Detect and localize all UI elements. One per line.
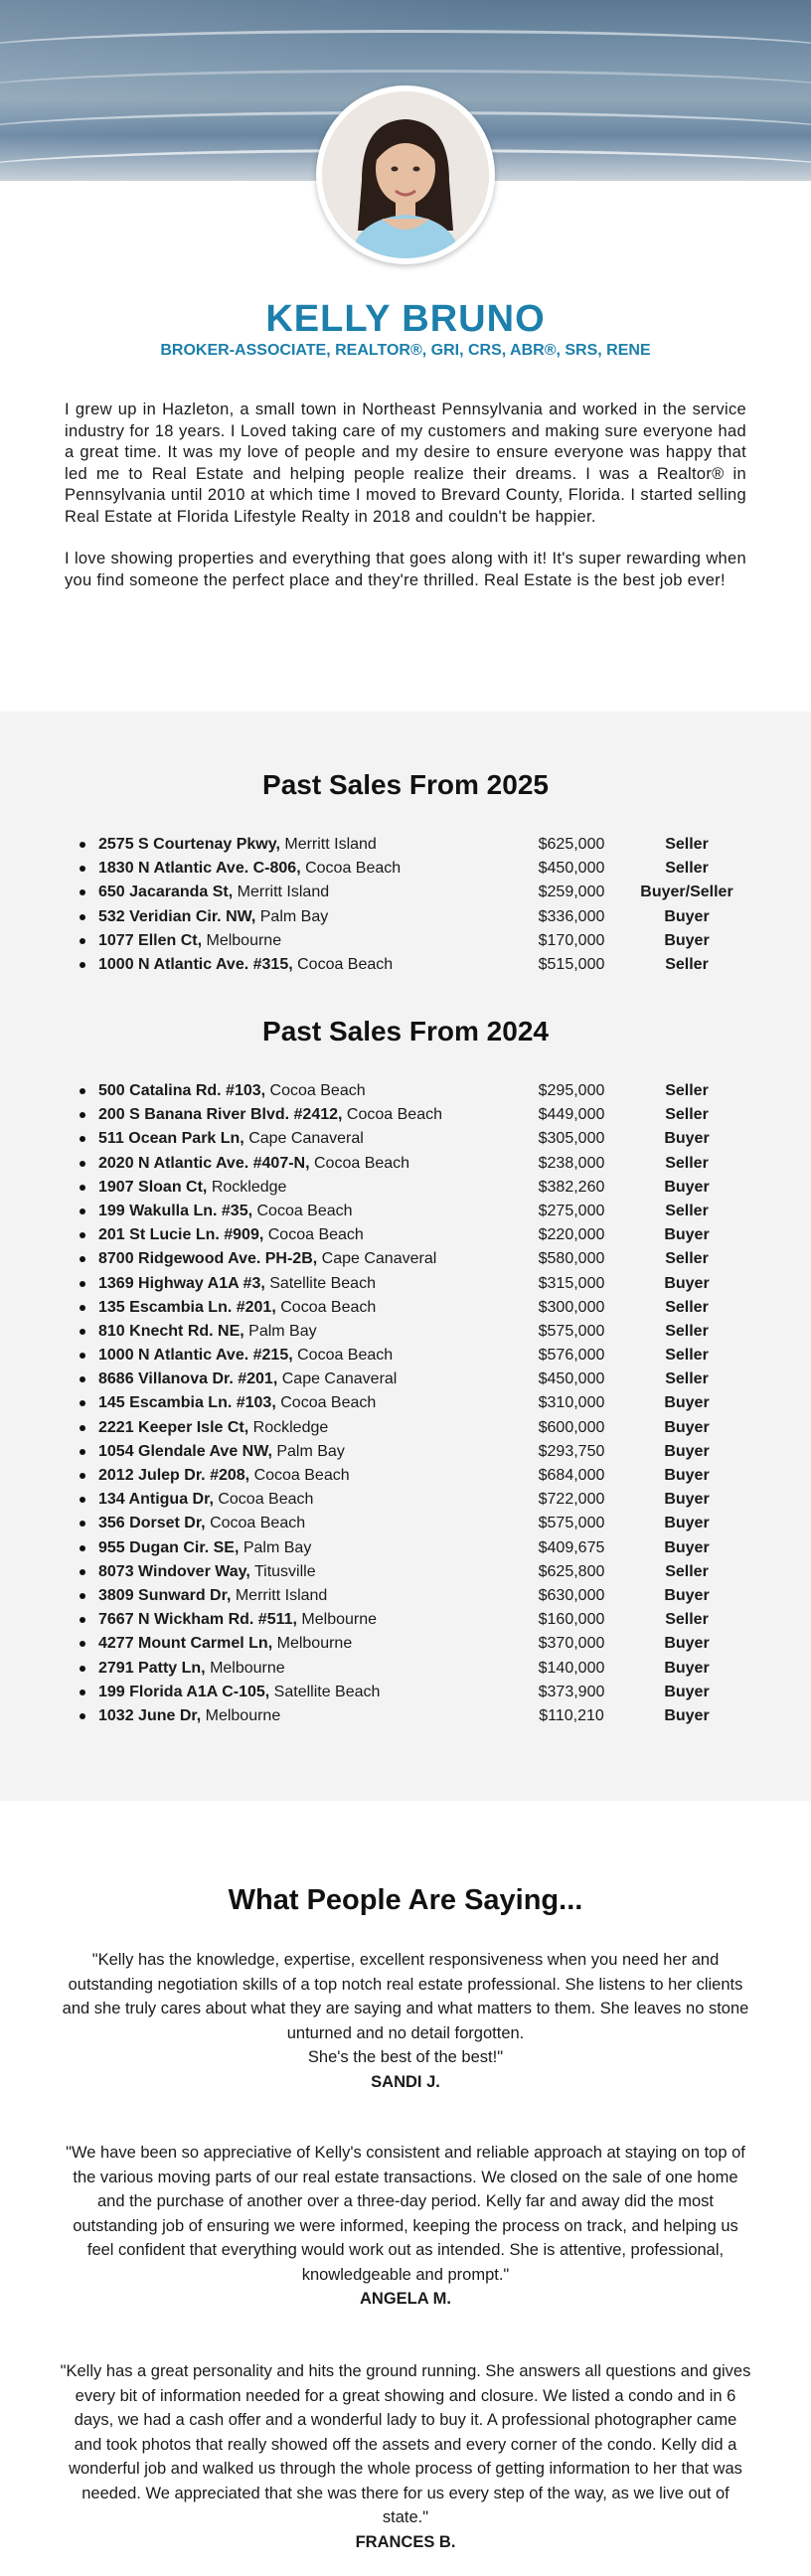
sale-address <box>98 1272 376 1296</box>
sale-item <box>0 1440 811 1464</box>
testimonial-quote: "Kelly has a great personality and hits the ground running. She answers all questions and gives every bit of information needed for a great showing and closure. We listed a condo and in 6 days, we had a cash offer and a wonderful lady to buy it. A professional photographer came and took photos that really showed off the assets and every corner of the condo. Kelly did a wonderful job and walked us through the whole process of getting information to her that was needed. We appreciated that she was there for us every step of the way, as we live out of state." <box>60 2362 751 2526</box>
sale-side: Buyer <box>664 1442 710 1460</box>
sale-city: Rockledge <box>211 1178 287 1196</box>
sale-street: 4277 Mount Carmel Ln, <box>98 1635 273 1653</box>
sale-price: $220,000 <box>538 1226 605 1244</box>
sale-street: 2221 Keeper Isle Ct, <box>98 1418 249 1436</box>
sale-address <box>98 1247 436 1271</box>
sale-item <box>0 1488 811 1512</box>
sale-address <box>98 857 401 881</box>
bullet-icon <box>80 1521 85 1527</box>
sale-city: Cocoa Beach <box>267 1226 364 1244</box>
bullet-icon <box>80 1281 85 1287</box>
bullet-icon <box>80 1112 85 1118</box>
sale-item <box>0 1152 811 1176</box>
sale-city: Cocoa Beach <box>305 860 402 878</box>
sale-address <box>98 1296 376 1320</box>
sale-city: Palm Bay <box>243 1538 312 1556</box>
sale-city: Cocoa Beach <box>280 1298 377 1316</box>
sale-price: $722,000 <box>538 1491 605 1509</box>
sale-price: $300,000 <box>538 1298 605 1316</box>
sale-street: 1830 N Atlantic Ave. C-806, <box>98 860 301 878</box>
sale-street: 2575 S Courtenay Pkwy, <box>98 836 280 853</box>
sale-item <box>0 1704 811 1728</box>
sale-city: Rockledge <box>252 1418 329 1436</box>
sale-city: Cocoa Beach <box>280 1394 377 1412</box>
sale-city: Melbourne <box>301 1611 378 1629</box>
sale-address <box>98 953 393 977</box>
sale-price: $450,000 <box>538 860 605 878</box>
sale-city: Cape Canaveral <box>248 1130 364 1148</box>
sale-item <box>0 1536 811 1560</box>
sale-street: 356 Dorset Dr, <box>98 1515 206 1532</box>
bullet-icon <box>80 1713 85 1719</box>
sale-side: Buyer <box>664 1706 710 1724</box>
sale-item <box>0 1320 811 1344</box>
sale-address <box>98 1127 364 1151</box>
sale-address <box>98 1320 317 1344</box>
sale-side: Seller <box>665 1202 709 1219</box>
bullet-icon <box>80 1400 85 1406</box>
sale-address <box>98 1704 280 1728</box>
sale-city: Cape Canaveral <box>321 1250 437 1268</box>
sale-item <box>0 1079 811 1103</box>
sale-item <box>0 1344 811 1368</box>
sale-price: $600,000 <box>538 1418 605 1436</box>
bullet-icon <box>80 1545 85 1551</box>
sale-item <box>0 857 811 881</box>
sale-address <box>98 1560 316 1584</box>
sale-address <box>98 1391 376 1415</box>
bullet-icon <box>80 889 85 895</box>
sale-item <box>0 929 811 953</box>
testimonial-quote: "Kelly has the knowledge, expertise, excellent responsiveness when you need her and outstanding negotiation skills of a top notch real estate professional. She listens to her clients and she truly cares about what they are saying and what matters to them. She leaves no stone unturned and no detail forgotten. <box>62 1951 749 2042</box>
sale-city: Merritt Island <box>284 836 377 853</box>
sale-side: Buyer <box>664 907 710 925</box>
testimonial-author: SANDI J. <box>371 2072 440 2091</box>
sale-price: $305,000 <box>538 1130 605 1148</box>
testimonials-title: What People Are Saying... <box>228 1884 583 1916</box>
bullet-icon <box>80 1641 85 1647</box>
sale-price: $160,000 <box>538 1611 605 1629</box>
sale-price: $238,000 <box>538 1154 605 1172</box>
sale-address <box>98 1223 364 1247</box>
sale-item <box>0 1416 811 1440</box>
sale-side: Buyer <box>664 1635 710 1653</box>
sale-price: $450,000 <box>538 1370 605 1388</box>
sale-street: 1369 Highway A1A #3, <box>98 1274 265 1292</box>
sale-city: Satellite Beach <box>273 1683 381 1700</box>
sale-side: Buyer <box>664 1683 710 1700</box>
sale-price: $382,260 <box>538 1178 605 1196</box>
sale-street: 1054 Glendale Ave NW, <box>98 1442 272 1460</box>
sale-street: 532 Veridian Cir. NW, <box>98 907 256 925</box>
bullet-icon <box>80 1232 85 1238</box>
bullet-icon <box>80 1376 85 1382</box>
sales-2024-list <box>0 1079 811 1728</box>
sale-street: 500 Catalina Rd. #103, <box>98 1082 266 1099</box>
sale-price: $275,000 <box>538 1202 605 1219</box>
sale-street: 1000 N Atlantic Ave. #215, <box>98 1347 293 1365</box>
sale-address <box>98 1440 345 1464</box>
sale-item <box>0 1560 811 1584</box>
sale-city: Merritt Island <box>237 884 330 901</box>
bullet-icon <box>80 842 85 848</box>
sale-street: 7667 N Wickham Rd. #511, <box>98 1611 297 1629</box>
agent-bio <box>65 400 746 612</box>
bullet-icon <box>80 1497 85 1503</box>
sale-side: Seller <box>665 1322 709 1340</box>
bullet-icon <box>80 1473 85 1479</box>
sale-street: 650 Jacaranda St, <box>98 884 234 901</box>
sale-side: Buyer <box>664 1467 710 1484</box>
sale-city: Melbourne <box>205 1706 281 1724</box>
sale-street: 134 Antigua Dr, <box>98 1491 214 1509</box>
sale-address <box>98 1608 377 1632</box>
sale-address <box>98 1512 305 1535</box>
testimonial-quote: "We have been so appreciative of Kelly's consistent and reliable approach at staying on top of the various moving parts of our real estate transactions. We closed on the sale of one home and the purchase of another over a three-day period. Kelly far and away did the most outstanding job of ensuring we were informed, keeping the process on track, and helping us feel confident that everything would work out as intended. She is attentive, professional, knowledgeable and prompt." <box>66 2144 745 2284</box>
sale-city: Palm Bay <box>276 1442 345 1460</box>
sale-side: Buyer <box>664 1659 710 1677</box>
sale-street: 1032 June Dr, <box>98 1706 202 1724</box>
sale-side: Buyer <box>664 931 710 949</box>
sale-city: Cocoa Beach <box>314 1154 410 1172</box>
sale-price: $295,000 <box>538 1082 605 1099</box>
sale-price: $625,800 <box>538 1562 605 1580</box>
sale-street: 810 Knecht Rd. NE, <box>98 1322 244 1340</box>
sale-street: 199 Wakulla Ln. #35, <box>98 1202 253 1219</box>
sale-item <box>0 1391 811 1415</box>
sale-side: Buyer <box>664 1538 710 1556</box>
sale-address <box>98 1152 409 1176</box>
sale-item <box>0 953 811 977</box>
sale-item <box>0 833 811 857</box>
sale-street: 8073 Windover Way, <box>98 1562 250 1580</box>
sale-item <box>0 1247 811 1271</box>
agent-photo <box>322 91 489 258</box>
sale-city: Cocoa Beach <box>253 1467 350 1484</box>
sale-side: Seller <box>665 1250 709 1268</box>
bullet-icon <box>80 1425 85 1431</box>
bullet-icon <box>80 1617 85 1623</box>
sale-price: $293,750 <box>538 1442 605 1460</box>
sale-price: $409,675 <box>538 1538 605 1556</box>
sale-street: 8686 Villanova Dr. #201, <box>98 1370 278 1388</box>
testimonial <box>60 2359 751 2554</box>
bullet-icon <box>80 1208 85 1214</box>
sale-price: $373,900 <box>538 1683 605 1700</box>
sale-city: Merritt Island <box>235 1586 328 1604</box>
sale-street: 1077 Ellen Ct, <box>98 931 203 949</box>
sale-street: 8700 Ridgewood Ave. PH-2B, <box>98 1250 318 1268</box>
sale-side: Buyer <box>664 1418 710 1436</box>
sale-item <box>0 1176 811 1200</box>
sale-city: Melbourne <box>276 1635 353 1653</box>
sale-address <box>98 833 377 857</box>
sale-price: $580,000 <box>538 1250 605 1268</box>
sale-price: $515,000 <box>538 955 605 973</box>
agent-photo-frame <box>316 85 495 264</box>
sale-city: Cocoa Beach <box>346 1106 442 1124</box>
sale-city: Satellite Beach <box>269 1274 376 1292</box>
sale-side: Seller <box>665 1298 709 1316</box>
sale-price: $336,000 <box>538 907 605 925</box>
bio-paragraph: I love showing properties and everything that goes along with it! It's super rewarding when you find someone the perfect place and they're thrilled. Real Estate is the best job ever! <box>65 550 746 589</box>
sale-city: Melbourne <box>206 931 282 949</box>
testimonial <box>60 1948 751 2094</box>
sale-side: Buyer <box>664 1515 710 1532</box>
sale-item <box>0 1681 811 1704</box>
sale-item <box>0 1657 811 1681</box>
bullet-icon <box>80 1185 85 1191</box>
sale-side: Buyer <box>664 1130 710 1148</box>
sale-item <box>0 1223 811 1247</box>
sale-price: $315,000 <box>538 1274 605 1292</box>
sale-price: $449,000 <box>538 1106 605 1124</box>
sale-city: Cocoa Beach <box>297 1347 394 1365</box>
sale-side: Seller <box>665 1106 709 1124</box>
bullet-icon <box>80 938 85 944</box>
sale-side: Buyer <box>664 1274 710 1292</box>
sale-item <box>0 1127 811 1151</box>
bullet-icon <box>80 866 85 872</box>
sale-item <box>0 1272 811 1296</box>
sale-side: Buyer <box>664 1491 710 1509</box>
sale-city: Cocoa Beach <box>297 955 394 973</box>
sale-address <box>98 1416 328 1440</box>
sale-street: 199 Florida A1A C-105, <box>98 1683 270 1700</box>
agent-name: KELLY BRUNO <box>265 298 546 340</box>
testimonial-author: ANGELA M. <box>360 2290 451 2308</box>
sale-item <box>0 1103 811 1127</box>
sale-side: Seller <box>665 1562 709 1580</box>
sale-address <box>98 1536 311 1560</box>
sale-city: Cocoa Beach <box>256 1202 353 1219</box>
sales-2025-title: Past Sales From 2025 <box>262 769 549 800</box>
sale-side: Seller <box>665 1611 709 1629</box>
sale-city: Cocoa Beach <box>210 1515 306 1532</box>
sale-side: Buyer <box>664 1226 710 1244</box>
sale-street: 3809 Sunward Dr, <box>98 1586 232 1604</box>
sale-address <box>98 1344 393 1368</box>
sale-address <box>98 1368 397 1391</box>
sale-side: Buyer <box>664 1586 710 1604</box>
bullet-icon <box>80 1136 85 1142</box>
bullet-icon <box>80 1256 85 1262</box>
sale-price: $170,000 <box>538 931 605 949</box>
sale-item <box>0 1368 811 1391</box>
sale-price: $370,000 <box>538 1635 605 1653</box>
sale-address <box>98 929 281 953</box>
sale-side: Seller <box>665 1154 709 1172</box>
sale-address <box>98 1632 352 1656</box>
testimonial-quote-end: She's the best of the best!" <box>307 2048 504 2066</box>
sale-city: Cape Canaveral <box>281 1370 398 1388</box>
sale-address <box>98 1464 350 1488</box>
sale-item <box>0 1608 811 1632</box>
sale-street: 201 St Lucie Ln. #909, <box>98 1226 264 1244</box>
sale-city: Palm Bay <box>248 1322 317 1340</box>
sale-city: Cocoa Beach <box>269 1082 366 1099</box>
sale-item <box>0 1200 811 1223</box>
wave-decoration <box>0 30 811 73</box>
sale-item <box>0 1296 811 1320</box>
bullet-icon <box>80 1449 85 1455</box>
sale-street: 1907 Sloan Ct, <box>98 1178 208 1196</box>
bullet-icon <box>80 1666 85 1672</box>
sale-side: Seller <box>665 1347 709 1365</box>
sale-item <box>0 1512 811 1535</box>
sale-side: Seller <box>665 1370 709 1388</box>
sale-price: $110,210 <box>539 1706 604 1724</box>
sale-address <box>98 1657 285 1681</box>
sale-address <box>98 1488 313 1512</box>
sale-street: 2791 Patty Ln, <box>98 1659 206 1677</box>
sales-2025-list <box>0 833 811 977</box>
sale-price: $310,000 <box>538 1394 605 1412</box>
bio-paragraph: I grew up in Hazleton, a small town in Northeast Pennsylvania and worked in the service industry for 18 years. I Loved taking care of my customers and making sure everyone had a great time. It was my love of people and my desire to ensure everyone was happy that led me to Real Estate and helping people realize their dreams. I was a Realtor® in Pennsylvania until 2010 at which time I moved to Brevard County, Florida. I started selling Real Estate at Florida Lifestyle Realty in 2018 and couldn't be happier. <box>65 401 746 526</box>
sale-street: 200 S Banana River Blvd. #2412, <box>98 1106 343 1124</box>
sale-street: 2012 Julep Dr. #208, <box>98 1467 250 1484</box>
bullet-icon <box>80 1353 85 1359</box>
sale-side: Buyer <box>664 1178 710 1196</box>
agent-designations: BROKER-ASSOCIATE, REALTOR®, GRI, CRS, ABR®, SRS, RENE <box>160 342 651 359</box>
sale-address <box>98 1103 442 1127</box>
sale-address <box>98 1681 380 1704</box>
sale-price: $140,000 <box>538 1659 605 1677</box>
sale-price: $630,000 <box>538 1586 605 1604</box>
sale-address <box>98 881 329 904</box>
sale-street: 955 Dugan Cir. SE, <box>98 1538 240 1556</box>
sale-street: 135 Escambia Ln. #201, <box>98 1298 276 1316</box>
bullet-icon <box>80 1690 85 1695</box>
bullet-icon <box>80 1593 85 1599</box>
sale-side: Buyer <box>664 1394 710 1412</box>
sale-item <box>0 881 811 904</box>
bullet-icon <box>80 962 85 968</box>
sale-street: 145 Escambia Ln. #103, <box>98 1394 276 1412</box>
sale-side: Seller <box>665 955 709 973</box>
agent-portrait-icon <box>322 91 489 258</box>
sale-address <box>98 1079 366 1103</box>
sale-side: Seller <box>665 836 709 853</box>
bullet-icon <box>80 1329 85 1335</box>
sale-price: $625,000 <box>538 836 605 853</box>
sale-street: 2020 N Atlantic Ave. #407-N, <box>98 1154 310 1172</box>
sale-address <box>98 1176 286 1200</box>
bullet-icon <box>80 914 85 920</box>
sale-side: Buyer/Seller <box>640 884 733 901</box>
sale-address <box>98 1200 353 1223</box>
sale-item <box>0 905 811 929</box>
sale-side: Seller <box>665 860 709 878</box>
sale-price: $576,000 <box>538 1347 605 1365</box>
sale-address <box>98 905 328 929</box>
testimonial-author: FRANCES B. <box>355 2532 456 2551</box>
testimonial <box>60 2141 751 2312</box>
bullet-icon <box>80 1569 85 1575</box>
sale-city: Palm Bay <box>259 907 329 925</box>
bullet-icon <box>80 1161 85 1167</box>
past-sales-section <box>0 712 811 1801</box>
sale-price: $575,000 <box>538 1322 605 1340</box>
sale-city: Cocoa Beach <box>218 1491 314 1509</box>
bullet-icon <box>80 1088 85 1094</box>
bullet-icon <box>80 1305 85 1311</box>
sales-2024-title: Past Sales From 2024 <box>262 1016 549 1046</box>
sale-street: 511 Ocean Park Ln, <box>98 1130 244 1148</box>
sale-price: $259,000 <box>538 884 605 901</box>
sale-city: Titusville <box>253 1562 316 1580</box>
sale-item <box>0 1464 811 1488</box>
sale-side: Seller <box>665 1082 709 1099</box>
sale-street: 1000 N Atlantic Ave. #315, <box>98 955 293 973</box>
sale-price: $684,000 <box>538 1467 605 1484</box>
sale-price: $575,000 <box>538 1515 605 1532</box>
sale-item <box>0 1632 811 1656</box>
sale-address <box>98 1584 327 1608</box>
sale-item <box>0 1584 811 1608</box>
sale-city: Melbourne <box>210 1659 285 1677</box>
